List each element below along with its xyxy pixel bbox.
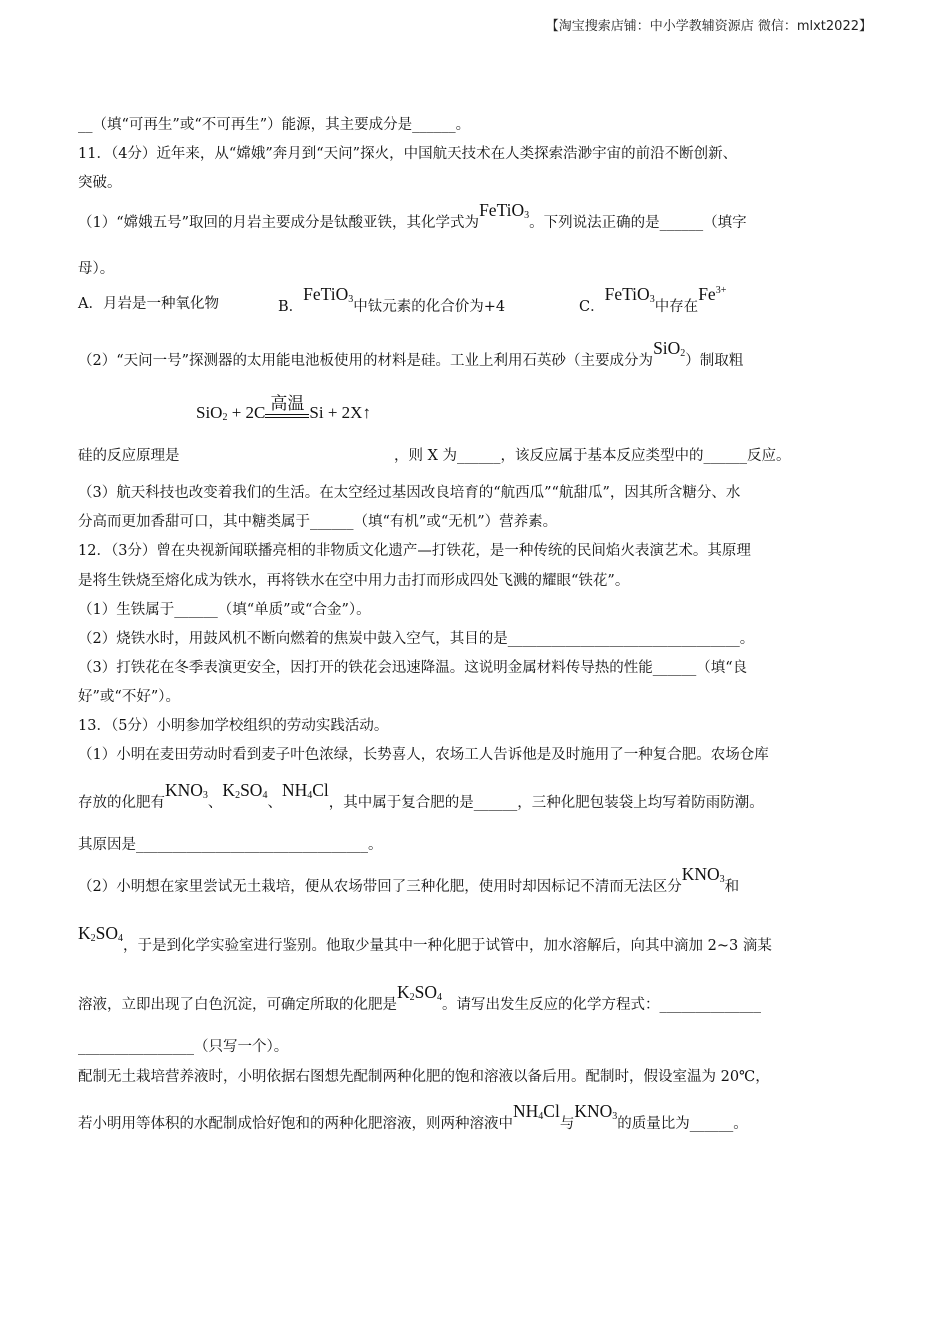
page-header: 【淘宝搜索店铺：中小学教辅资源店 微信：mlxt2022】 xyxy=(545,19,872,34)
text-line: 是将生铁烧至熔化成为铁水，再将铁水在空中用力击打而形成四处飞溅的耀眼“铁花”。 xyxy=(78,573,630,589)
formula-nh4cl: $NH_4Cl$ xyxy=(513,1101,560,1122)
option-c: C．FeTiO$_3$中存在$Fe^{3+}$ xyxy=(579,284,727,315)
text-line: 若小明用等体积的水配制成恰好饱和的两种化肥溶液，则两种溶液中$NH_4Cl$与$KNO_3$的质量比为______。 xyxy=(78,1101,748,1132)
text-line: 母）。 xyxy=(78,261,115,277)
question-12-part-3: （3）打铁花在冬季表演更安全，因打开的铁花会迅速降温。这说明金属材料传导热的性能______（填“良 xyxy=(78,660,748,676)
question-11-part-1: （1）“嫦娥五号”取回的月岩主要成分是钛酸亚铁，其化学式为FeTiO$_3$。下列说法正确的是______（填字 xyxy=(78,200,747,231)
text-line: 存放的化肥有$KNO_3$、$K_2SO_4$、$NH_4Cl$，其中属于复合肥的是______，三种化肥包装袋上均写着防雨防潮。 xyxy=(78,780,764,811)
formula-fetio3: FeTiO$_3$ xyxy=(479,200,530,221)
reaction-condition: 高温 xyxy=(265,412,309,418)
chemical-equation: SiO$_2$ + 2C 高温 Si + 2X↑ xyxy=(196,394,371,423)
text-line: 分高而更加香甜可口，其中糖类属于______（填“有机”或“无机”）营养素。 xyxy=(78,514,558,530)
question-11-stem: 11．（4分）近年来，从“嫦娥”奔月到“天问”探火，中国航天技术在人类探索浩渺宇宙的前沿不断创新、 xyxy=(78,146,738,162)
text-line: $K_2SO_4$，于是到化学实验室进行鉴别。他取少量其中一种化肥于试管中，加水溶解后，向其中滴加 2~3 滴某 xyxy=(78,923,772,954)
question-12-part-1: （1）生铁属于______（填“单质”或“合金”）。 xyxy=(78,602,371,618)
text-line: 溶液，立即出现了白色沉淀，可确定所取的化肥是$K_2SO_4$。请写出发生反应的化学方程式：______________ xyxy=(78,982,762,1013)
text-line: 其原因是________________________________。 xyxy=(78,837,383,853)
text-line: __（填“可再生”或“不可再生”）能源，其主要成分是______。 xyxy=(78,117,471,133)
formula-k2so4: $K_2SO_4$ xyxy=(222,780,268,801)
formula-fe3plus: $Fe^{3+}$ xyxy=(698,284,727,304)
text-line: 突破。 xyxy=(78,175,122,191)
question-13-part-3: 配制无土栽培营养液时，小明依据右图想先配制两种化肥的饱和溶液以备后用。配制时，假设室温为 20℃， xyxy=(78,1069,770,1085)
text-line: ，则 X 为______，该反应属于基本反应类型中的______反应。 xyxy=(394,448,791,464)
question-12-stem: 12．（3分）曾在央视新闻联播亮相的非物质文化遗产—打铁花，是一种传统的民间焰火表演艺术。其原理 xyxy=(78,543,751,559)
question-11-part-3: （3）航天科技也改变着我们的生活。在太空经过基因改良培育的“航西瓜”“航甜瓜”，因其所含糖分、水 xyxy=(78,485,741,501)
formula-k2so4: $K_2SO_4$ xyxy=(78,923,124,944)
formula-fetio3: FeTiO$_3$ xyxy=(604,284,655,305)
option-b: B．FeTiO$_3$中钛元素的化合价为+4 xyxy=(278,284,506,315)
text-line: 好”或“不好”）。 xyxy=(78,689,180,705)
question-13-part-1: （1）小明在麦田劳动时看到麦子叶色浓绿，长势喜人，农场工人告诉他是及时施用了一种复合肥。农场仓库 xyxy=(78,747,769,763)
formula-k2so4: $K_2SO_4$ xyxy=(397,982,443,1003)
formula-fetio3: FeTiO$_3$ xyxy=(303,284,354,305)
option-a: A．月岩是一种氧化物 xyxy=(78,296,219,312)
text-line: ________________（只写一个）。 xyxy=(78,1039,289,1055)
formula-kno3: $KNO_3$ xyxy=(681,864,725,885)
formula-kno3: $KNO_3$ xyxy=(574,1101,618,1122)
question-13-part-2: （2）小明想在家里尝试无土栽培，便从农场带回了三种化肥，使用时却因标记不清而无法区分$KNO_3$和 xyxy=(78,864,740,895)
text-line: 硅的反应原理是 xyxy=(78,448,180,464)
question-13-stem: 13．（5分）小明参加学校组织的劳动实践活动。 xyxy=(78,718,389,734)
question-12-part-2: （2）烧铁水时，用鼓风机不断向燃着的焦炭中鼓入空气，其目的是________________________________。 xyxy=(78,631,755,647)
formula-nh4cl: $NH_4Cl$ xyxy=(281,780,329,801)
formula-sio2: SiO$_2$ xyxy=(653,338,686,359)
formula-kno3: $KNO_3$ xyxy=(165,780,208,801)
question-11-part-2: （2）“天问一号”探测器的太用能电池板使用的材料是硅。工业上利用石英砂（主要成分为SiO$_2$）制取粗 xyxy=(78,338,744,369)
